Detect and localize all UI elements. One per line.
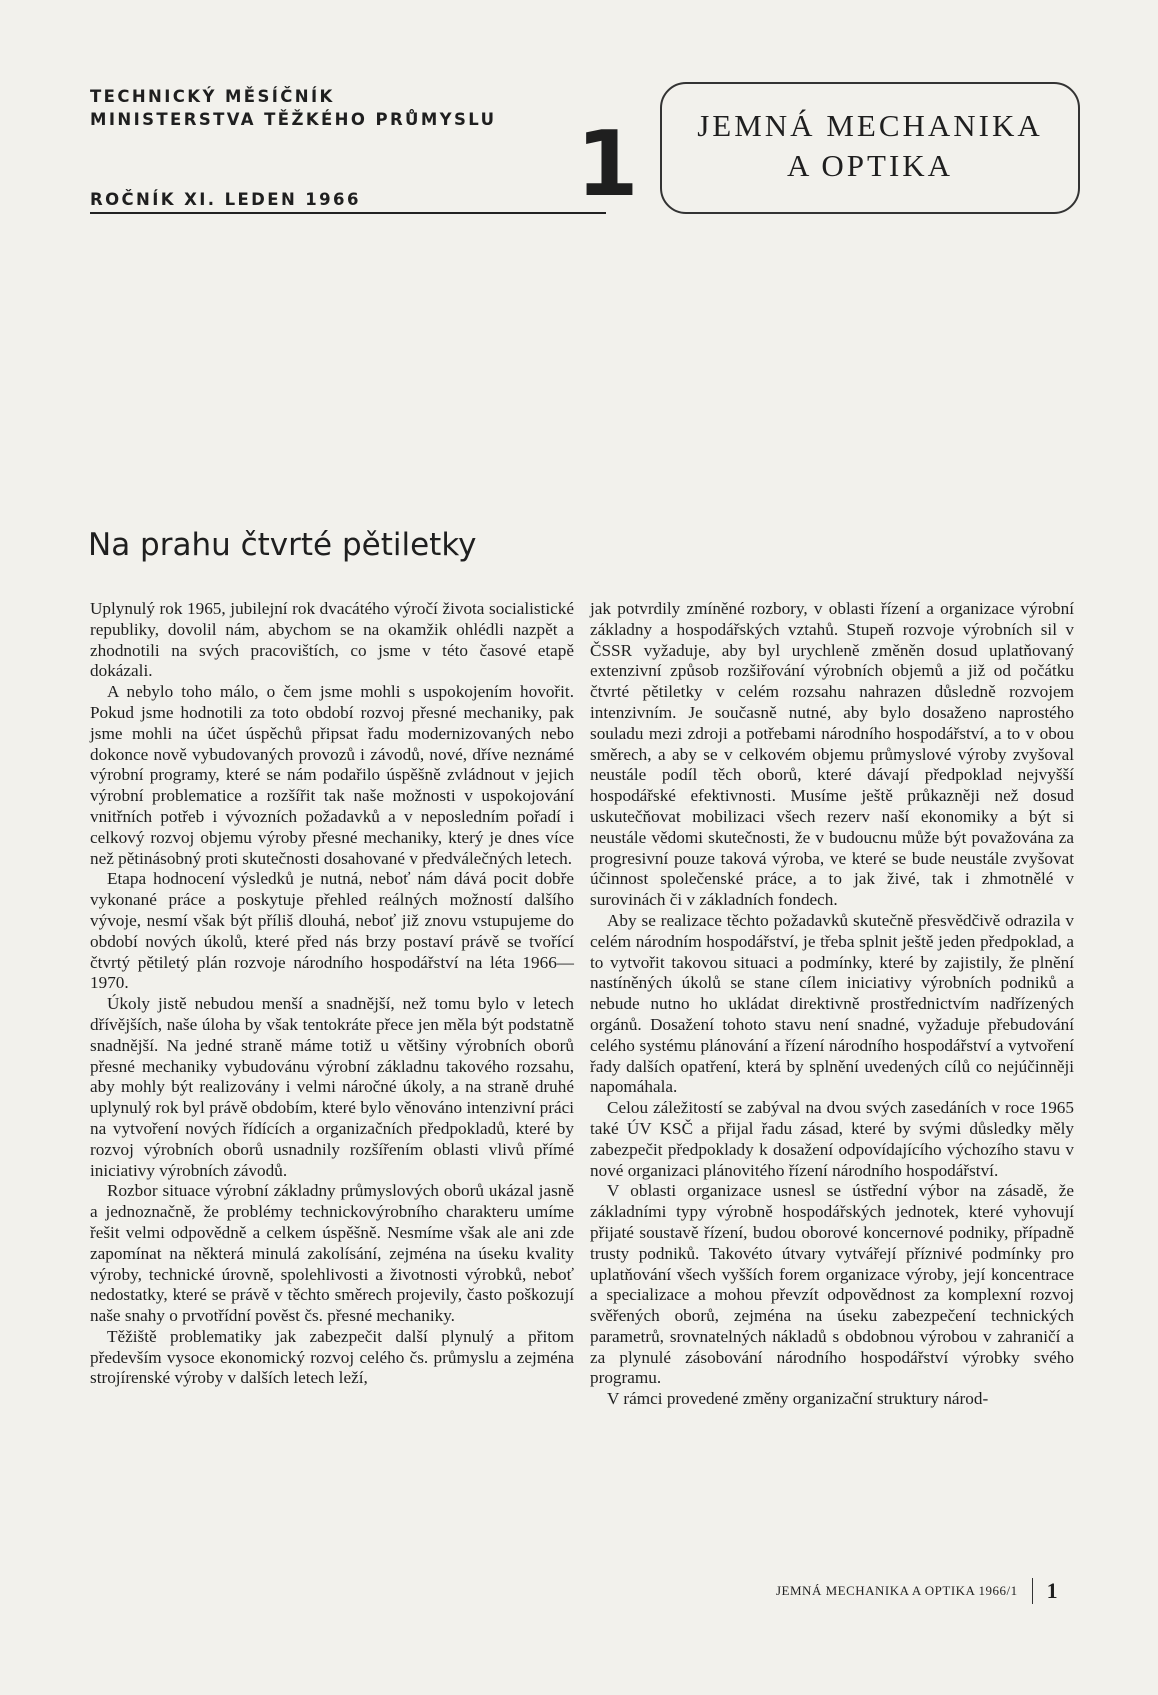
paragraph: Těžiště problematiky jak zabezpečit další plynulý a přitom především vysoce ekonomický rozvoj celého čs. průmyslu a zejména strojírenské výroby v dalších letech leží, [90,1326,574,1388]
issue-number: 1 [576,112,639,217]
masthead [90,85,496,131]
article-column-left [90,599,574,1389]
journal-title-box [660,82,1080,214]
paragraph: V rámci provedené změny organizační struktury národ- [607,1389,989,1409]
article-column-right [590,599,1074,1410]
header-rule [90,212,606,214]
page-footer [776,1578,1058,1604]
paragraph: Úkoly jistě nebudou menší a snadnější, než tomu bylo v letech dřívějších, naše úloha by však tentokráte přece jen měla být podstatně snadnější. Na jedné straně máme totiž u většiny výrobních oborů přesné mechaniky vybudovánu výrobní základnu takového rozsahu, aby mohly být realizovány i velmi náročné úkoly, a na straně druhé uplynulý rok byl právě obdobím, které bylo věnováno intenzivní práci na vytvoření nových řídících a organizačních předpokladů, které by rozvoj výrobních oborů usnadnily rozšířením oblasti vlivů přímé iniciativy výrobních závodů. [90,994,574,1180]
journal-title-line-1: JEMNÁ MECHANIKA [697,108,1043,143]
paragraph: Rozbor situace výrobní základny průmyslových oborů ukázal jasně a jednoznačně, že problémy technickovýrobního charakteru umíme řešit velmi odpovědně a celkem úspěšně. Nesmíme však ale ani zde zapomínat na některá minulá zakolísání, zejména na úseku kvality výroby, technické úrovně, spolehlivosti a životnosti výrobků, neboť nedostatky, které se právě v těchto směrech projevily, často poškozují naše snahy o prvotřídní pověst čs. přesné mechaniky. [90,1181,574,1326]
paragraph: Celou záležitostí se zabýval na dvou svých zasedáních v roce 1965 také ÚV KSČ a přijal řadu zásad, které by svými důsledky měly zabezpečit předpoklady k dosažení odpovídajícího výchozího stavu v nové organizaci plánovitého řízení národního hospodářství. [590,1098,1074,1180]
footer-divider [1032,1578,1033,1604]
paragraph: Etapa hodnocení výsledků je nutná, neboť nám dává pocit dobře vykonané práce a poskytuje přehled reálných možností dalšího vývoje, nesmí však být příliš dlouhá, neboť již znovu vstupujeme do období nových úkolů, které před nás brzy postaví právě se tvořící čtvrtý pětiletý plán rozvoje národního hospodářství na léta 1966—1970. [90,869,574,993]
page-number: 1 [1046,1578,1058,1603]
paragraph: V oblasti organizace usnesl se ústřední výbor na zásadě, že základními typy výrobně hospodářských jednotek, které vyhovují přijaté soustavě řízení, budou oborové koncernové podniky, případně trusty podniků. Takovéto útvary vytvářejí příznivé podmínky pro uplatňování všech vyšších forem organizace výroby, její koncentrace a specializace a mohou převzít odpovědnost za komplexní rozvoj svěřených oborů, zejména na úseku zabezpečení technických parametrů, srovnatelných nákladů s obdobnou výrobou v zahraničí a za plynulé zásobování národního hospodářství výrobky svého programu. [590,1181,1074,1388]
masthead-line-1: TECHNICKÝ MĚSÍČNÍK [90,87,335,106]
paragraph: Uplynulý rok 1965, jubilejní rok dvacátého výročí života socialistické republiky, dovolil nám, abychom se na okamžik ohlédli nazpět a zhodnotili na svých pracovištích, co jsme v této časové etapě dokázali. [90,599,574,681]
masthead-line-2: MINISTERSTVA TĚŽKÉHO PRŮMYSLU [90,110,497,129]
volume-year-line: ROČNÍK XI. LEDEN 1966 [90,190,361,209]
footer-journal-label: JEMNÁ MECHANIKA A OPTIKA 1966/1 [776,1583,1018,1598]
paragraph: A nebylo toho málo, o čem jsme mohli s uspokojením hovořit. Pokud jsme hodnotili za toto období rozvoj přesné mechaniky, pak jsme mohli na účet úspěchů připsat řadu modernizovaných nebo dokonce nově vybudovaných provozů i závodů, nové, dříve neznámé výrobní programy, které se nám podařilo úspěšně zvládnout v jejich výrobní problematice a rozšířit tak naše možnosti v uspokojování vnitřních potřeb i vývozních požadavků a v neposledním pořadí i celkový rozvoj objemu výroby přesné mechaniky, který je dnes více než pětinásobný proti skutečnosti dosahované v předválečných letech. [90,682,574,868]
article-headline: Na prahu čtvrté pětiletky [88,527,477,563]
journal-title-line-2: A OPTIKA [786,148,954,183]
paragraph: jak potvrdily zmíněné rozbory, v oblasti řízení a organizace výrobní základny a hospodářských vztahů. Stupeň rozvoje výrobních sil v ČSSR vyžaduje, aby byl urychleně změněn dosud uplatňovaný extenzivní způsob rozšiřování výrobních objemů a již od počátku čtvrté pětiletky v celém rozsahu nahrazen důsledně rozvojem intenzivním. Je současně nutné, aby bylo dosaženo naprostého souladu mezi zdroji a potřebami národního hospodářství, a to v obou směrech, a aby se v celkovém objemu průmyslové výroby zvyšoval neustále podíl těch oborů, které dávají předpoklad nejvyšší hospodářské efektivnosti. Musíme ještě průkazněji než dosud uskutečňovat mobilizaci všech rezerv naší ekonomiky a být si neustále vědomi skutečnosti, že v budoucnu může být považována za progresivní pouze taková výroba, ve které se bude neustále zvyšovat účinnost společenské práce, a to jak živé, tak i zhmotnělé v surovinách či v základních fondech. [590,599,1074,910]
paragraph: Aby se realizace těchto požadavků skutečně přesvědčivě odrazila v celém národním hospodářství, je třeba splnit ještě jeden předpoklad, a to vytvořit takovou situaci a podmínky, které by zajistily, že plnění nastíněných úkolů se stane cílem iniciativy výrobních podniků a nebude nutno ho ukládat direktivně prostřednictvím nadřízených orgánů. Dosažení tohoto stavu není snadné, vyžaduje přebudování celého systému plánování a řízení národního hospodářství a vytvoření řady dalších opatření, která by splnění uvedených cílů co nejúčinněji napomáhala. [590,910,1074,1097]
